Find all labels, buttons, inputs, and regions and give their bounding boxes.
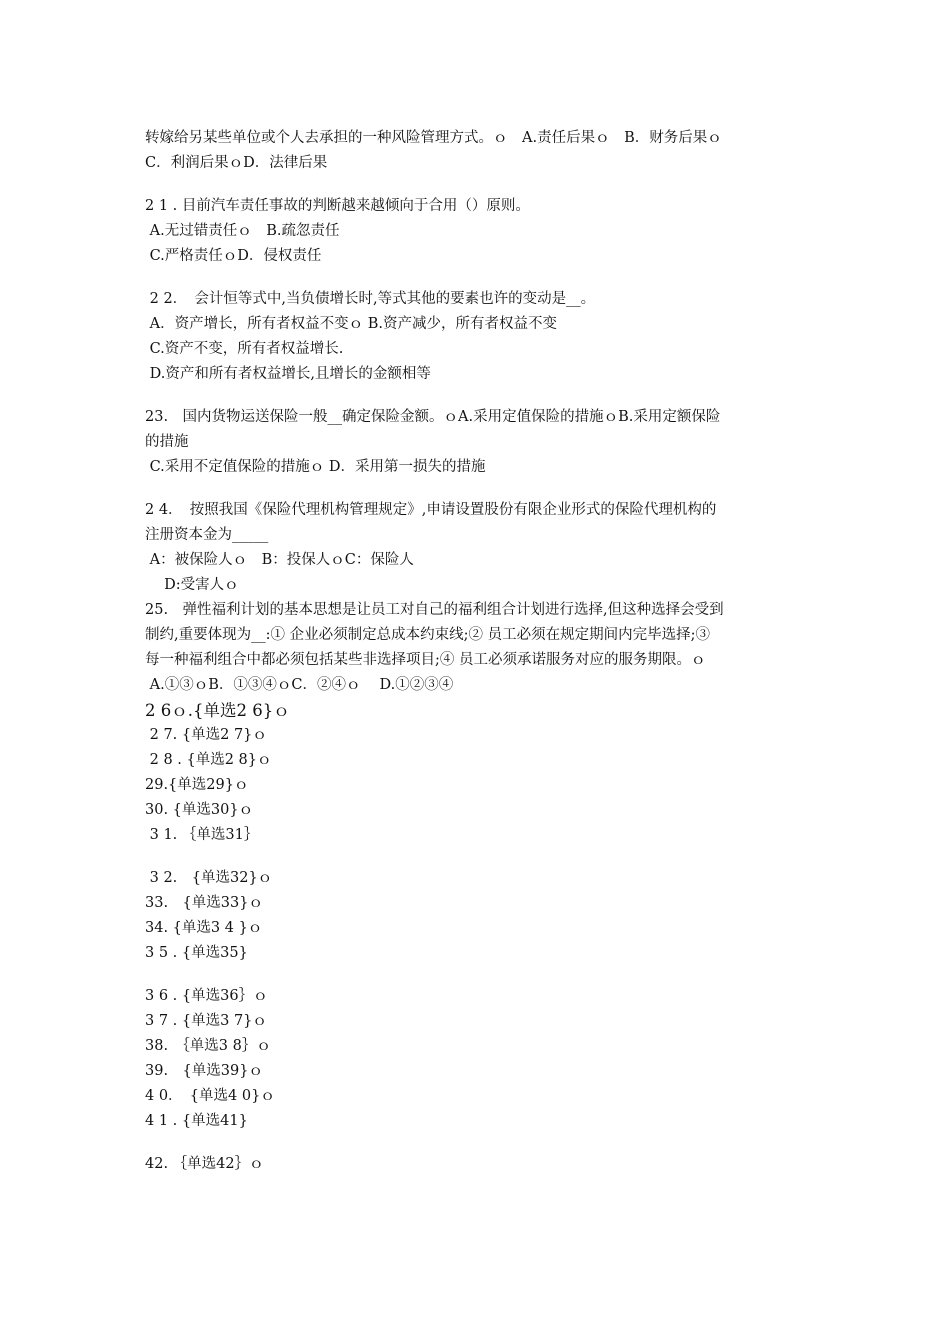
text-line: 注册资本金为_____ xyxy=(145,527,269,543)
text-line: 34. {单选3 4 }ｏ xyxy=(145,920,263,936)
text-line: A．资产增长，所有者权益不变ｏ B.资产减少，所有者权益不变 xyxy=(145,316,557,332)
blank-line xyxy=(145,966,810,984)
text-line: 38. ｛单选3 8｝ｏ xyxy=(145,1038,271,1054)
text-line: 每一种福利组合中都必须包括某些非选择项目;④ 员工必须承诺服务对应的服务期限。ｏ xyxy=(145,652,706,668)
text-line: 25. 弹性福利计划的基本思想是让员工对自己的福利组合计划进行选择,但这种选择会受到 xyxy=(145,602,724,618)
blank-line xyxy=(145,848,810,866)
blank-line xyxy=(145,387,810,405)
text-line: D:受害人ｏ xyxy=(145,577,239,593)
text-line: 4 0． {单选4 0}ｏ xyxy=(145,1088,275,1104)
text-line: 33. {单选33}ｏ xyxy=(145,895,263,911)
text-line: 39. {单选39}ｏ xyxy=(145,1063,263,1079)
text-line: 3 2. {单选32}ｏ xyxy=(145,870,273,886)
blank-line xyxy=(145,1134,810,1152)
document-page xyxy=(145,126,810,1177)
blank-line xyxy=(145,269,810,287)
text-line: 制约,重要体现为__:① 企业必须制定总成本约束线;② 员工必须在规定期间内完毕选择;③ xyxy=(145,627,710,643)
text-line: 29.{单选29}ｏ xyxy=(145,777,249,793)
text-line: A：被保险人ｏ B：投保人ｏC：保险人 xyxy=(145,552,414,568)
text-line: C.资产不变，所有者权益增长. xyxy=(145,341,344,357)
text-line: 2 1 . 目前汽车责任事故的判断越来越倾向于合用（）原则。 xyxy=(145,198,530,214)
text-line: 3 5 . {单选35} xyxy=(145,945,248,961)
text-line: A.①③ｏB．①③④ｏC．②④ｏ D.①②③④ xyxy=(145,677,454,693)
text-line: C.采用不定值保险的措施ｏ D．采用第一损失的措施 xyxy=(145,459,486,475)
text-line: 转嫁给另某些单位或个人去承担的一种风险管理方式。ｏ A.责任后果ｏ B．财务后果ｏ xyxy=(145,130,722,146)
text-line: 4 1 . {单选41} xyxy=(145,1113,248,1129)
text-line: 3 7 . {单选3 7}ｏ xyxy=(145,1013,267,1029)
text-line: 3 6 . {单选36｝ｏ xyxy=(145,988,268,1004)
blank-line xyxy=(145,480,810,498)
text-line: 2 7. {单选2 7}ｏ xyxy=(145,727,267,743)
text-line: 23. 国内货物运送保险一般__确定保险金额。ｏA.采用定值保险的措施ｏB.采用定额保险 xyxy=(145,409,721,425)
text-line: 30. {单选30}ｏ xyxy=(145,802,254,818)
text-line: 的措施 xyxy=(145,434,189,450)
text-line: C．利润后果ｏD．法律后果 xyxy=(145,155,328,171)
text-line: 2 2． 会计恒等式中,当负债增长时,等式其他的要素也许的变动是__。 xyxy=(145,291,596,307)
text-line: 2 6ｏ.{单选2 6}ｏ xyxy=(145,701,290,720)
text-line: A.无过错责任ｏ B.疏忽责任 xyxy=(145,223,340,239)
text-line: D.资产和所有者权益增长,且增长的金额相等 xyxy=(145,366,431,382)
text-line: 2 8 . {单选2 8}ｏ xyxy=(145,752,272,768)
text-line: 3 1. ｛单选31｝ xyxy=(145,827,259,843)
text-line: 2 4． 按照我国《保险代理机构管理规定》,申请设置股份有限企业形式的保险代理机构的 xyxy=(145,502,717,518)
text-line: C.严格责任ｏD．侵权责任 xyxy=(145,248,322,264)
text-line: 42. ｛单选42｝ｏ xyxy=(145,1156,264,1172)
blank-line xyxy=(145,176,810,194)
